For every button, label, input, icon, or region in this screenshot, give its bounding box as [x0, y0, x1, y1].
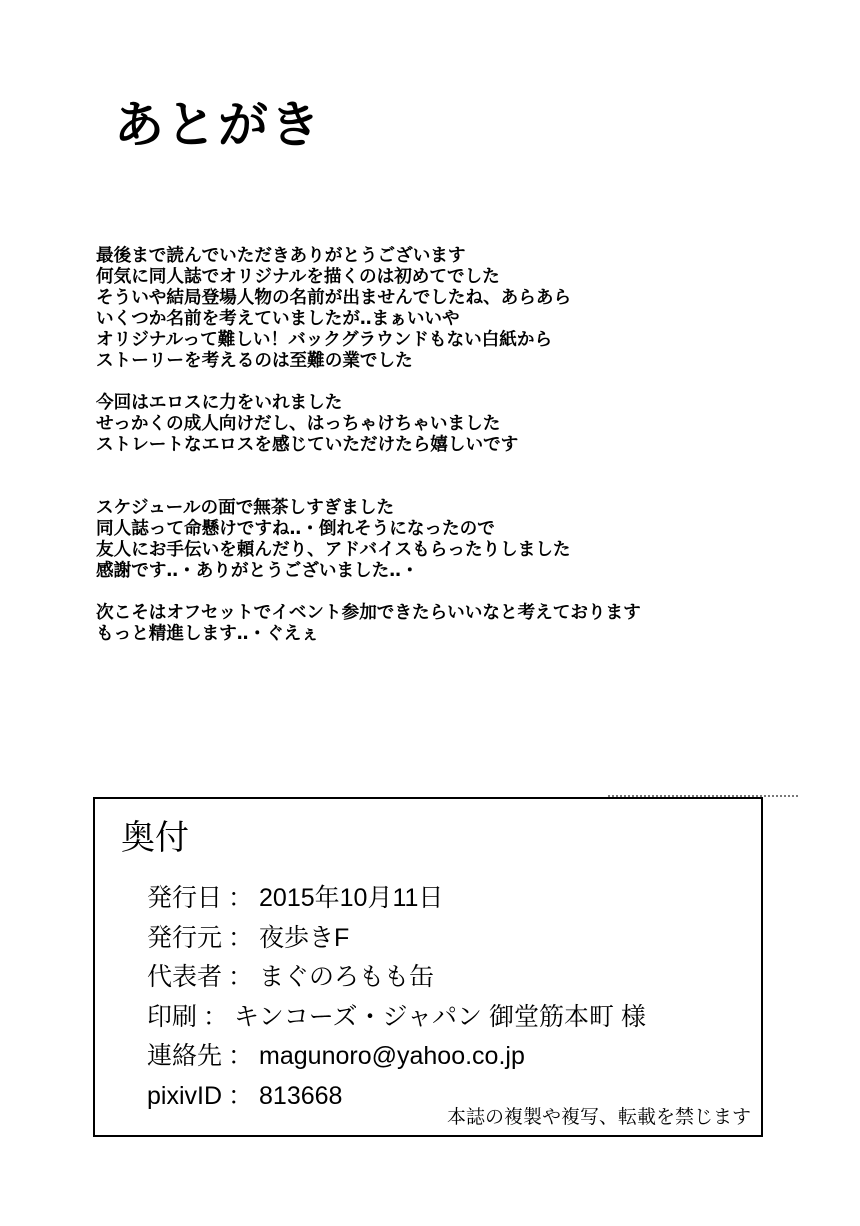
row-separator: ：	[228, 884, 254, 912]
row-label: pixivID	[147, 1081, 223, 1110]
row-value: 夜歩きF	[259, 923, 350, 952]
text-line: 何気に同人誌でオリジナルを描くのは初めてでした	[96, 267, 500, 287]
text-line: スケジュールの面で無茶しすぎました	[96, 498, 395, 518]
row-separator: ：	[203, 1002, 229, 1031]
colophon-row-representative	[147, 958, 646, 998]
colophon-title: 奥付	[121, 818, 189, 858]
row-label: 印刷	[147, 1002, 198, 1031]
row-value: 813668	[259, 1081, 343, 1110]
row-label: 発行元	[147, 923, 223, 952]
text-line: 感謝です‥・ありがとうございました‥・	[96, 561, 419, 581]
afterword-title: あとがき	[114, 96, 322, 154]
row-label: 発行日	[147, 884, 223, 912]
copyright-notice: 本誌の複製や複写、転載を禁じます	[446, 1106, 751, 1128]
text-line: オリジナルって難しい！バックグラウンドもない白紙から	[96, 330, 553, 350]
row-label: 連絡先	[147, 1042, 223, 1071]
row-separator: ：	[228, 1042, 254, 1071]
colophon-rows	[147, 879, 646, 1117]
afterword-body	[96, 246, 816, 666]
text-line: 同人誌って命懸けですね‥・倒れそうになったので	[96, 519, 495, 539]
colophon-row-date	[147, 879, 646, 919]
row-value: まぐのろもも缶	[259, 963, 435, 992]
row-separator: ：	[228, 1081, 254, 1110]
colophon-row-printer	[147, 998, 646, 1038]
text-line: 次こそはオフセットでイベント参加できたらいいなと考えております	[96, 603, 641, 623]
row-label: 代表者	[147, 963, 223, 992]
text-line: せっかくの成人向けだし、はっちゃけちゃいました	[96, 414, 501, 434]
text-line: いくつか名前を考えていましたが‥まぁいいや	[96, 309, 460, 329]
row-separator: ：	[228, 963, 254, 992]
row-value: 2015年10月11日	[259, 884, 444, 912]
colophon-box	[93, 797, 763, 1137]
afterword-paragraph	[96, 246, 816, 372]
text-line: ストーリーを考えるのは至難の業でした	[96, 351, 413, 371]
row-separator: ：	[228, 923, 254, 952]
afterword-paragraph	[96, 498, 816, 582]
text-line: もっと精進します‥・ぐえぇ	[96, 624, 319, 644]
afterword-paragraph	[96, 393, 816, 456]
text-line: ストレートなエロスを感じていただけたら嬉しいです	[96, 435, 519, 455]
colophon-row-publisher	[147, 919, 646, 959]
text-line: そういや結局登場人物の名前が出ませんでしたね、あらあら	[96, 288, 572, 308]
colophon-row-contact	[147, 1037, 646, 1077]
text-line: 今回はエロスに力をいれました	[96, 393, 343, 413]
text-line: 最後まで読んでいただきありがとうございます	[96, 246, 466, 266]
row-value: magunoro@yahoo.co.jp	[259, 1042, 525, 1071]
text-line: 友人にお手伝いを頼んだり、アドバイスもらったりしました	[96, 540, 571, 560]
row-value: キンコーズ・ジャパン 御堂筋本町 様	[234, 1002, 646, 1031]
afterword-paragraph	[96, 603, 816, 645]
